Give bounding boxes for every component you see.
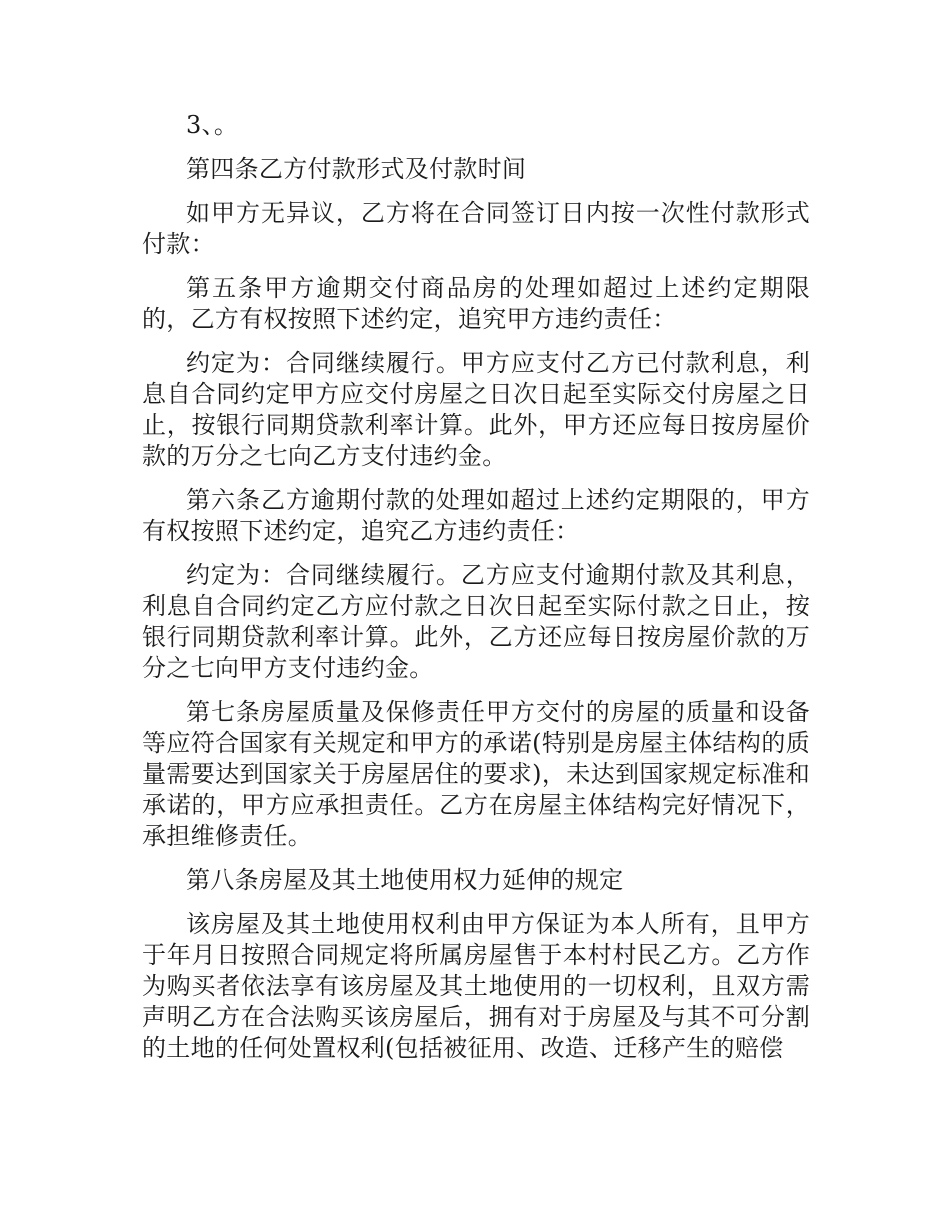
article-8-body: 该房屋及其土地使用权利由甲方保证为本人所有，且甲方于年月日按照合同规定将所属房屋售于本村村民乙方。乙方作为购买者依法享有该房屋及其土地使用的一切权利，且双方需声明乙方在合法购买该房屋后，拥有对于房屋及与其不可分割的土地的任何处置权利(包括被征用、改造、迁移产生的赔偿 (142, 910, 810, 1062)
article-6-body: 约定为：合同继续履行。乙方应支付逾期付款及其利息，利息自合同约定乙方应付款之日次日起至实际付款之日止，按银行同期贷款利率计算。此外，乙方还应每日按房屋价款的万分之七向甲方支付违约金。 (142, 561, 810, 682)
article-8-heading: 第八条房屋及其土地使用权力延伸的规定 (186, 866, 624, 894)
article-6-heading: 第六条乙方逾期付款的处理如超过上述约定期限的，甲方有权按照下述约定，追究乙方违约责任： (142, 486, 810, 545)
article-7-paragraph: 第七条房屋质量及保修责任甲方交付的房屋的质量和设备等应符合国家有关规定和甲方的承诺(特别是房屋主体结构的质量需要达到国家关于房屋居住的要求)，未达到国家规定标准和承诺的，甲方应承担责任。乙方在房屋主体结构完好情况下，承担维修责任。 (142, 698, 810, 850)
article-4-body: 如甲方无异议，乙方将在合同签订日内按一次性付款形式付款： (142, 199, 810, 258)
article-5-heading: 第五条甲方逾期交付商品房的处理如超过上述约定期限的，乙方有权按照下述约定，追究甲方违约责任： (142, 274, 810, 333)
paragraph-item-3: 3、。 (186, 111, 239, 139)
article-5-body: 约定为：合同继续履行。甲方应支付乙方已付款利息，利息自合同约定甲方应交付房屋之日次日起至实际交付房屋之日止，按银行同期贷款利率计算。此外，甲方还应每日按房屋价款的万分之七向乙方支付违约金。 (142, 349, 810, 470)
article-4-heading: 第四条乙方付款形式及付款时间 (186, 155, 527, 183)
